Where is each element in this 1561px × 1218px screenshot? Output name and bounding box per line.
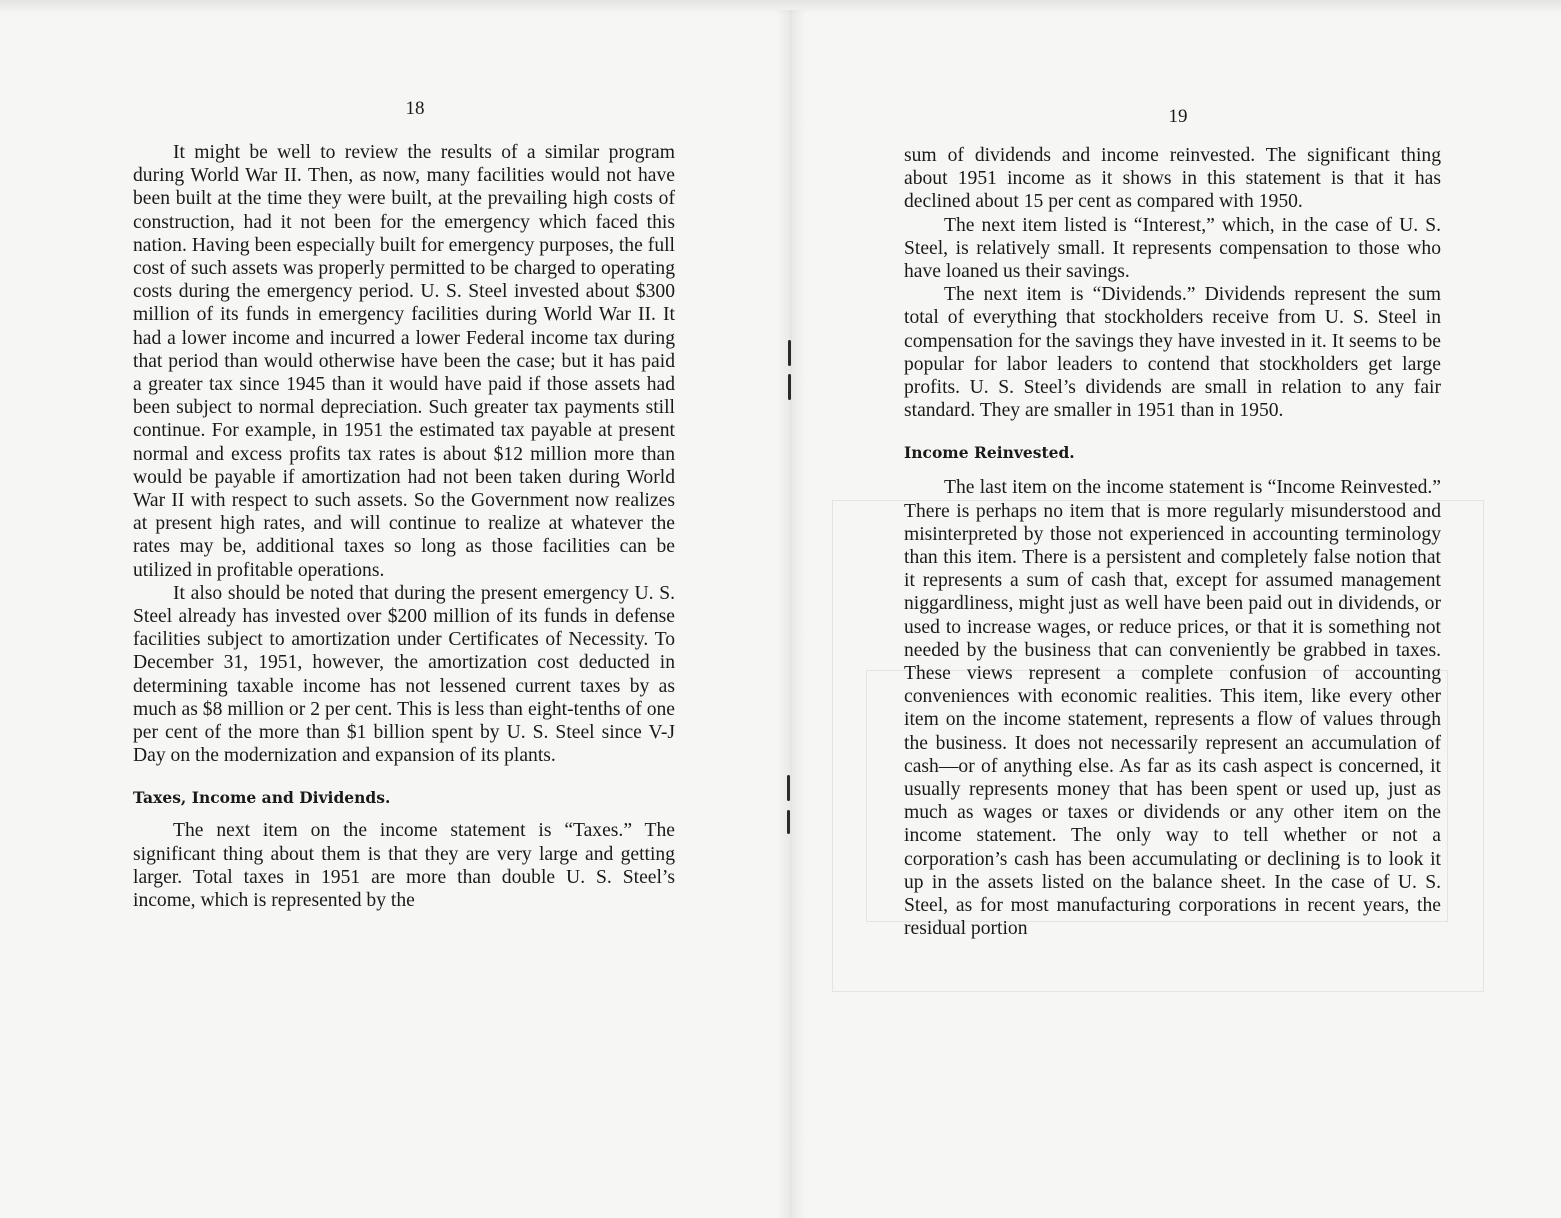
left-page <box>133 141 675 912</box>
staple-lower-lower <box>787 810 790 834</box>
left-paragraph-3: The next item on the income statement is “Taxes.” The significant thing about them is that they are very large and getting larger. Total taxes in 1951 are more than double U. S. Steel’s income, which is represented by the <box>133 820 675 912</box>
center-fold <box>776 10 806 1218</box>
section-heading-taxes: Taxes, Income and Dividends. <box>133 788 391 808</box>
right-paragraph-2: The next item listed is “Interest,” which, in the case of U. S. Steel, is relatively small. It represents compensation to those who have loaned us their savings. <box>904 214 1441 283</box>
right-paragraph-4: The last item on the income statement is “Income Reinvested.” There is perhaps no item that is more regularly misunderstood and misinterpreted by those not experienced in accounting terminology than this item. There is a persistent and completely false notion that it represents a sum of cash that, except for assumed management niggardliness, might just as well have been paid out in dividends, or used to increase wages, or reduce prices, or that it is something not needed by the business that can conveniently be grabbed in taxes. These views represent a complete confusion of accounting conveniences with economic realities. This item, like every other item on the income statement, represents a flow of values through the business. It does not necessarily represent an accumulation of cash—or of anything else. As far as its cash aspect is concerned, it usually represents money that has been spent or used up, just as much as wages or taxes or dividends or any other item on the income statement. The only way to tell whether or not a corporation’s cash has been accumulating or declining is to look it up in the assets listed on the balance sheet. In the case of U. S. Steel, as for most manufacturing corporations in recent years, the residual portion <box>904 477 1441 940</box>
left-paragraph-2: It also should be noted that during the present emergency U. S. Steel already has invested over $200 million of its funds in defense facilities subject to amortization under Certificates of Necessity. To December 31, 1951, however, the amortization cost deducted in determining taxable income has not lessened current taxes by as much as $8 million or 2 per cent. This is less than eight-tenths of one per cent of the more than $1 billion spent by U. S. Steel since V-J Day on the modernization and expansion of its plants. <box>133 582 675 767</box>
page-number-right: 19 <box>1168 106 1188 127</box>
right-paragraph-3: The next item is “Dividends.” Dividends represent the sum total of everything that stockholders receive from U. S. Steel in compensation for the savings they have invested in it. It seems to be popular for labor leaders to contend that stockholders get large profits. U. S. Steel’s dividends are small in relation to any fair standard. They are smaller in 1951 than in 1950. <box>904 284 1441 422</box>
right-paragraph-1: sum of dividends and income reinvested. The significant thing about 1951 income as it shows in this statement is that it has declined about 15 per cent as compared with 1950. <box>904 145 1441 213</box>
left-paragraph-1: It might be well to review the results of a similar program during World War II. Then, as now, many facilities would not have been built at the time they were built, at the prevailing high costs of construction, had it not been for the emergency which faced this nation. Having been especially built for emergency purposes, the full cost of such assets was properly permitted to be charged to operating costs during the emergency period. U. S. Steel invested about $300 million of its funds in emergency facilities during World War II. It had a lower income and incurred a lower Federal income tax during that period than would otherwise have been the case; but it has paid a greater tax since 1945 than it would have paid if those assets had been subject to normal depreciation. Such greater tax payments still continue. For example, in 1951 the estimated tax payable at present normal and excess profits tax rates is about $12 million more than would be payable if amortization had not been taken during World War II with respect to such assets. So the Government now realizes at present high rates, and will continue to realize at whatever the rates may be, additional taxes so long as those facilities can be utilized in profitable operations. <box>133 142 675 581</box>
staple-upper <box>788 340 791 366</box>
section-heading-income-reinvested: Income Reinvested. <box>904 443 1075 463</box>
right-page <box>904 144 1441 941</box>
staple-upper-lower <box>788 374 791 400</box>
staple-lower <box>787 775 790 801</box>
page-number-left: 18 <box>405 98 425 119</box>
